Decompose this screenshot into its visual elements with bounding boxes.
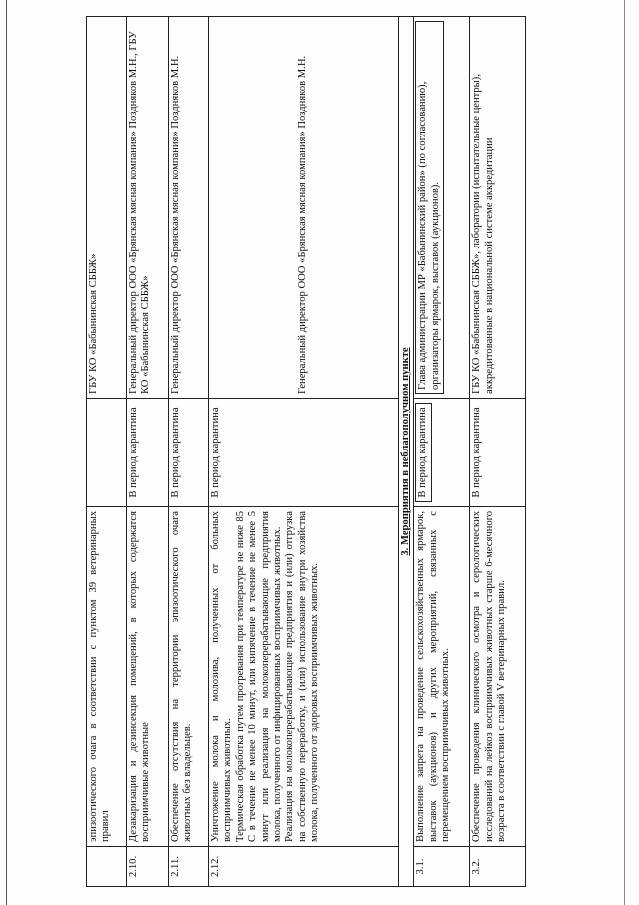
measures-table <box>86 16 526 887</box>
action-paragraph: Уничтожение молока и молозива, полученных от больных восприимчивых животных. <box>210 511 234 842</box>
responsible-text: ГБУ КО «Бабынинская СББЖ», лаборатории (испытательные центры), аккредитованные в национальной системе аккредитации <box>470 17 526 399</box>
section-title-text: 3. Мероприятия в неблагополучном пункте <box>400 347 411 556</box>
action-text: Обеспечение отсутствия на территории эпизоотического очага животных без владельцев. <box>169 507 209 847</box>
action-text: Обеспечение проведения клинического осмотра и серологических исследований на лейкоз восприимчивых животных старше 6-месячного возраста в соответствии с главой V ветеринарных правил. <box>470 507 526 847</box>
table-row <box>209 17 399 887</box>
action-paragraph: Термическая обработка путем прогревания при температуре не ниже 85 С в течение не менее 10 минут, или кипячение в течение не менее 5 минут или реализация на молокоперерабатывающие предприятия молока, полученного от инфицированных восприимчивых животных. <box>234 511 284 842</box>
responsible-box: Глава администрации МР «Бабынинский район» (по согласованию), организаторы ярмарок, выставок (аукционов). <box>415 21 444 394</box>
row-number <box>87 847 127 887</box>
table-row <box>414 17 470 887</box>
responsible-text: ГБУ КО «Бабынинская СББЖ» <box>87 17 127 399</box>
term-text <box>87 399 127 507</box>
term-text: В период карантина <box>209 399 399 507</box>
row-number: 2.12. <box>209 847 399 887</box>
row-number: 2.11. <box>169 847 209 887</box>
section-header-row <box>399 17 414 887</box>
row-number: 2.10. <box>127 847 169 887</box>
responsible-text: Генеральный директор ООО «Брянская мясная компания» Поздняков М.Н. <box>169 17 209 399</box>
row-number: 3.2. <box>470 847 526 887</box>
term-text: В период карантина <box>169 399 209 507</box>
table-row <box>470 17 526 887</box>
term-text <box>414 399 470 507</box>
table-row <box>87 17 127 887</box>
action-text: Выполнение запрета на проведение сельскохозяйственных ярмарок, выставок (аукционов) и других мероприятий, связанных с перемещением восприимчивых животных. <box>414 507 470 847</box>
responsible-text: Генеральный директор ООО «Брянская мясная компания» Поздняков М.Н. <box>209 17 399 399</box>
table-row <box>169 17 209 887</box>
action-text: Дезакаризация и дезинсекция помещений, в которых содержатся восприимчивые животные <box>127 507 169 847</box>
action-text <box>209 507 399 847</box>
action-paragraph: Реализация на молокоперерабатывающие предприятия и (или) отгрузка на собственную переработку, и (или) использование внутри хозяйства молока, полученного от здоровых восприимчивых животных. <box>284 511 321 842</box>
row-number: 3.1. <box>414 847 470 887</box>
term-box: В период карантина <box>415 403 431 502</box>
responsible-text: Генеральный директор ООО «Брянская мясная компания» Поздняков М.Н., ГБУ КО «Бабынинская СББЖ» <box>127 17 169 399</box>
section-title <box>399 17 414 887</box>
responsible-text <box>414 17 470 399</box>
term-text: В период карантина <box>127 399 169 507</box>
action-text: эпизоотического очага в соответствии с пунктом 39 ветеринарных правил <box>87 507 127 847</box>
term-text: В период карантина <box>470 399 526 507</box>
table-row <box>127 17 169 887</box>
